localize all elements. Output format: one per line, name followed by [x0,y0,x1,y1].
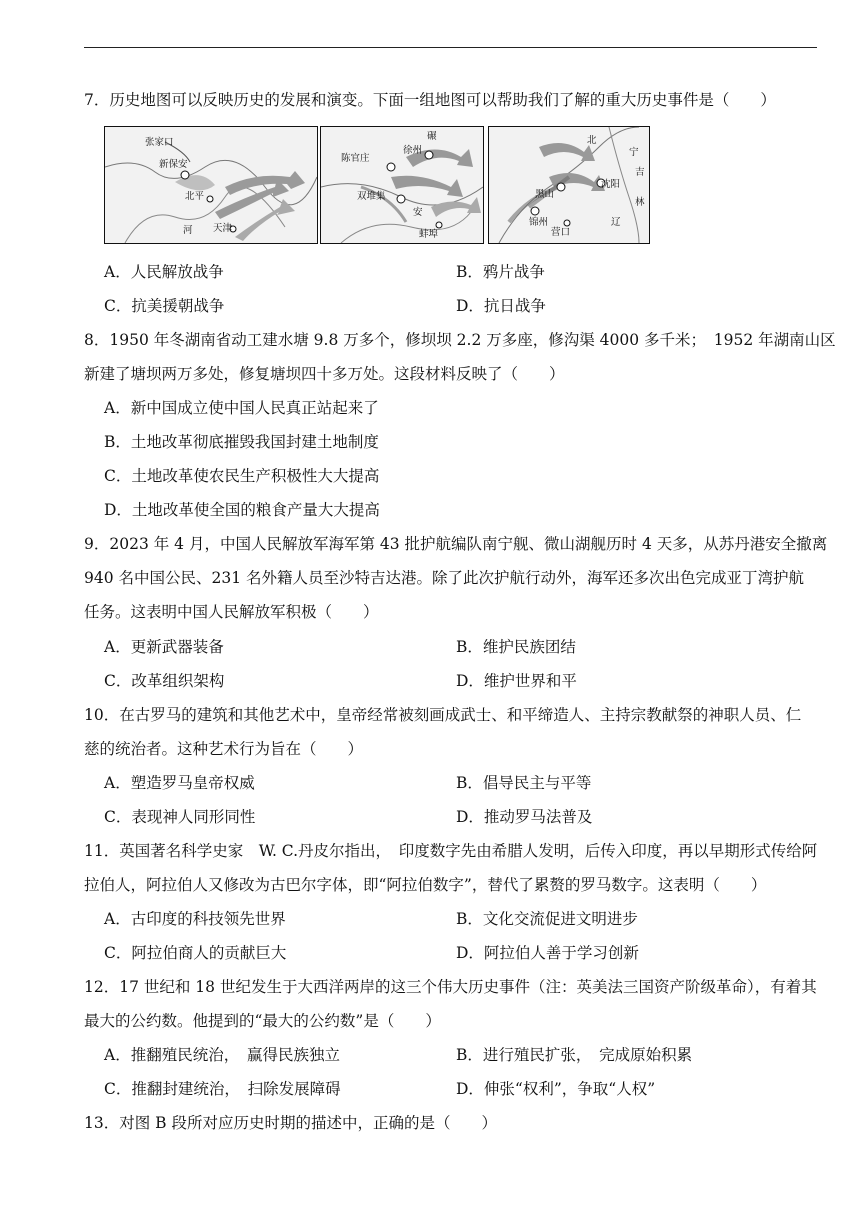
q12-stem-line2: 最大的公约数。他提到的“最大的公约数”是（ ） [84,1012,441,1030]
q11-option-d[interactable]: D．阿拉伯人善于学习创新 [456,944,639,962]
q9-stem-line3: 任务。这表明中国人民解放军积极（ ） [84,603,379,621]
map3-label: 林 [635,197,645,208]
q8-option-c[interactable]: C．土地改革使农民生产积极性大大提高 [104,467,380,485]
q7-stem: 7．历史地图可以反映历史的发展和演变。下面一组地图可以帮助我们了解的重大历史事件是（ ） [84,91,776,109]
q9-option-b[interactable]: B．维护民族团结 [456,638,576,656]
pingjin-campaign-map [104,126,318,244]
q7-map-group [104,126,652,244]
q12-stem-line1: 12．17 世纪和 18 世纪发生于大西洋两岸的这三个伟大历史事件（注：英美法三国资产阶级革命），有着其 [84,978,817,996]
q8-option-d[interactable]: D．土地改革使全国的粮食产量大大提高 [104,501,380,519]
map3-label: 营口 [551,227,571,238]
map1-label: 张家口 [145,137,174,148]
map3-label: 锦州 [529,217,549,228]
map2-label: 安 [413,207,423,218]
q7-option-d[interactable]: D．抗日战争 [456,297,546,315]
map2-label: 陈官庄 [341,153,370,164]
q9-stem-line2: 940 名中国公民、231 名外籍人员至沙特吉达港。除了此次护航行动外，海军还多次出色完成亚丁湾护航 [84,569,805,587]
map2-label: 碾 [427,131,437,142]
q10-stem-line2: 慈的统治者。这种艺术行为旨在（ ） [84,740,364,758]
q9-stem-line1: 9．2023 年 4 月，中国人民解放军海军第 43 批护航编队南宁舰、微山湖舰历时 4 天多，从苏丹港安全撤离 [84,535,828,553]
q10-option-b[interactable]: B．倡导民主与平等 [456,774,592,792]
map3-label: 黑山 [535,189,555,200]
q7-option-b[interactable]: B．鸦片战争 [456,263,545,281]
map3-label: 北 [587,135,597,146]
map3-label: 宁 [629,147,639,158]
map1-label: 河 [183,225,193,236]
q9-option-d[interactable]: D．维护世界和平 [456,672,577,690]
q7-option-c[interactable]: C．抗美援朝战争 [104,297,225,315]
q9-option-a[interactable]: A．更新武器装备 [104,638,224,656]
q8-option-b[interactable]: B．土地改革彻底摧毁我国封建土地制度 [104,433,379,451]
q8-option-a[interactable]: A．新中国成立使中国人民真正站起来了 [104,399,379,417]
q9-option-c[interactable]: C．改革组织架构 [104,672,225,690]
q13-stem: 13．对图 B 段所对应历史时期的描述中，正确的是（ ） [84,1114,497,1132]
huaihai-campaign-map [320,126,484,244]
q11-option-a[interactable]: A．古印度的科技领先世界 [104,910,286,928]
q11-stem-line2: 拉伯人，阿拉伯人又修改为古巴尔字体，即“阿拉伯数字”，替代了累赘的罗马数字。这表明（ ） [84,876,767,894]
map1-label: 北平 [185,191,205,202]
map1-label: 新保安 [159,159,188,170]
map2-label: 蚌埠 [419,229,439,240]
map2-label: 徐州 [403,145,423,156]
map2-label: 双堆集 [357,191,386,202]
q10-option-c[interactable]: C．表现神人同形同性 [104,808,256,826]
q7-option-a[interactable]: A．人民解放战争 [104,263,224,281]
map3-label: 吉 [635,167,645,178]
q12-option-c[interactable]: C．推翻封建统治， 扫除发展障碍 [104,1080,341,1098]
q11-stem-line1: 11．英国著名科学史家 W. C.丹皮尔指出， 印度数字先由希腊人发明，后传入印度，再以早期形式传给阿 [84,842,818,860]
q10-stem-line1: 10．在古罗马的建筑和其他艺术中，皇帝经常被刻画成武士、和平缔造人、主持宗教献祭的神职人员、仁 [84,706,802,724]
liaoshen-campaign-map [488,126,650,244]
q12-option-a[interactable]: A．推翻殖民统治， 赢得民族独立 [104,1046,340,1064]
q11-option-b[interactable]: B．文化交流促进文明进步 [456,910,638,928]
map1-label: 天津 [213,223,233,234]
q12-option-b[interactable]: B．进行殖民扩张， 完成原始积累 [456,1046,693,1064]
q10-option-d[interactable]: D．推动罗马法普及 [456,808,593,826]
q8-stem-line2: 新建了塘坝两万多处，修复塘坝四十多万处。这段材料反映了（ ） [84,365,565,383]
map3-label: 辽 [611,217,621,228]
q11-option-c[interactable]: C．阿拉伯商人的贡献巨大 [104,944,287,962]
q8-stem-line1: 8．1950 年冬湖南省动工建水塘 9.8 万多个，修坝坝 2.2 万多座，修沟渠 4000 多千米； 1952 年湖南山区 [84,331,836,349]
header-rule [84,47,817,48]
q10-option-a[interactable]: A．塑造罗马皇帝权威 [104,774,255,792]
q12-option-d[interactable]: D．伸张“权利”，争取“人权” [456,1080,656,1098]
map3-label: 沈阳 [601,179,621,190]
